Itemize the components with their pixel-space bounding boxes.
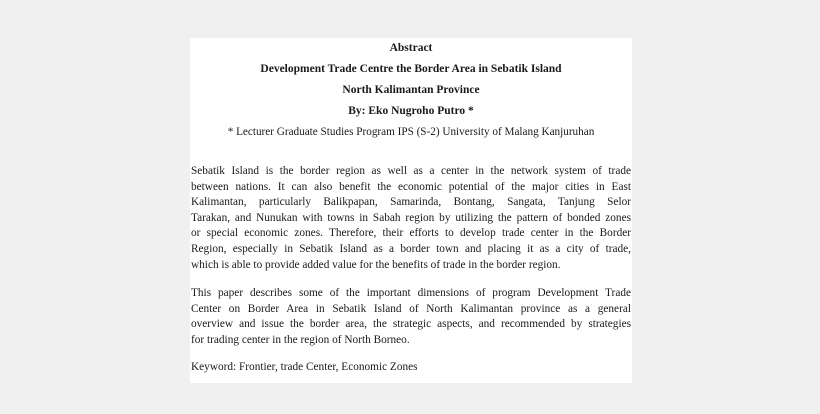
paragraph-line: Center on Border Area in Sebatik Island of North Kalimantan province as a general bbox=[191, 302, 631, 315]
abstract-label: Abstract bbox=[389, 42, 433, 54]
paragraph-line: Kalimantan, particularly Balikpapan, Samarinda, Bontang, Sangata, Tanjung Selor bbox=[191, 196, 631, 209]
author-affiliation: * Lecturer Graduate Studies Program IPS (S-2) University of Malang Kanjuruhan bbox=[227, 126, 595, 138]
paragraph-line: for trading center in the region of North Borneo. bbox=[191, 333, 410, 346]
abstract-paragraph-1 bbox=[191, 164, 631, 273]
author-line: By: Eko Nugroho Putro * bbox=[348, 105, 474, 117]
paragraph-line: This paper describes some of the important dimensions of program Development Trade bbox=[191, 287, 631, 299]
abstract-page bbox=[190, 38, 632, 383]
paragraph-line: overview and issue the border area, the strategic aspects, and recommended by strategies bbox=[191, 318, 631, 331]
keywords-line: Keyword: Frontier, trade Center, Economic Zones bbox=[191, 361, 418, 373]
paragraph-line: Tarakan, and Nunukan with towns in Sabah region by utilizing the pattern of bonded zones bbox=[191, 211, 631, 224]
paper-title-line-1: Development Trade Centre the Border Area in Sebatik Island bbox=[260, 63, 562, 75]
paragraph-line: or special economic zones. Therefore, their efforts to develop trade center in the Border bbox=[191, 227, 631, 240]
paper-title-line-2: North Kalimantan Province bbox=[342, 84, 480, 96]
abstract-paragraph-2 bbox=[191, 286, 631, 348]
paragraph-line: which is able to provide added value for the benefits of trade in the border region. bbox=[191, 258, 561, 271]
paragraph-line: between nations. It can also benefit the economic potential of the major cities in East bbox=[191, 180, 631, 193]
paragraph-line: Region, especially in Sebatik Island as a border town and placing it as a city of trade, bbox=[191, 242, 631, 255]
paragraph-line: Sebatik Island is the border region as well as a center in the network system of trade bbox=[191, 165, 631, 177]
